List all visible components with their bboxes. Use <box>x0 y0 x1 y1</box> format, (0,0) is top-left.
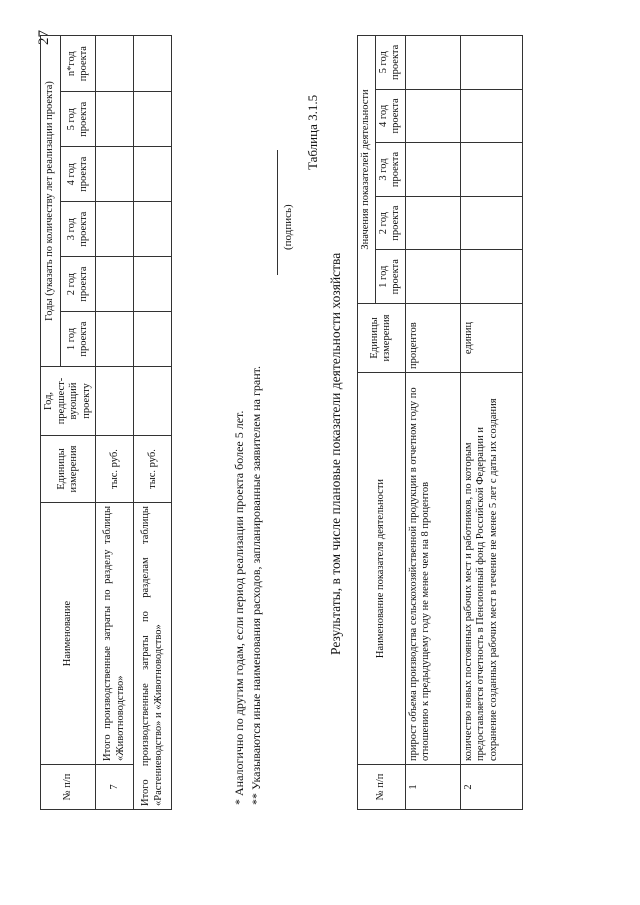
table-row <box>96 36 134 810</box>
header-year-4: 4 год проекта <box>375 89 405 143</box>
header-unit: Единицы измерения <box>358 304 406 373</box>
cell-year <box>134 36 172 92</box>
table-row <box>405 36 460 810</box>
cell-year <box>96 36 134 92</box>
cell-value <box>460 196 522 250</box>
cell-prev-year <box>134 367 172 436</box>
header-values-group: Значения показателей деятельности <box>358 36 376 304</box>
table-label: Таблица 3.1.5 <box>305 94 320 170</box>
cell-value <box>405 36 460 90</box>
cell-year <box>96 202 134 257</box>
header-year-1: 1 год проекта <box>375 250 405 304</box>
cell-year <box>134 312 172 367</box>
signature-line <box>277 150 278 275</box>
row-unit: тыс. руб. <box>96 436 134 503</box>
row-num: 1 <box>405 765 460 810</box>
footnote-2: ** Указываются иные наименования расходов, запланированные заявителем на грант. <box>249 366 263 805</box>
row-name: Итого производственные затраты по разделам таблицы «Растениеводство» и «Животноводство» <box>134 503 172 810</box>
table-caption: Результаты, в том числе плановые показатели деятельности хозяйства <box>328 252 343 655</box>
header-num: № п/п <box>358 765 406 810</box>
header-year-3: 3 год проекта <box>375 143 405 197</box>
header-unit: Единицы измерения <box>41 436 96 503</box>
cell-year <box>134 147 172 202</box>
footnote-1: * Аналогично по другим годам, если период реализации проекта более 5 лет. <box>232 410 246 805</box>
header-years-group: Годы (указать по количеству лет реализации проекта) <box>41 36 61 367</box>
table-row <box>134 36 172 810</box>
page-number: 27 <box>36 30 52 45</box>
cell-value <box>460 143 522 197</box>
header-year-n: n*год проекта <box>61 36 96 92</box>
row-name: прирост объема производства сельскохозяйственной продукции в отчетном году по отношению к предыдущему году не менее чем на 8 процентов <box>405 373 460 765</box>
row-unit: тыс. руб. <box>134 436 172 503</box>
cell-value <box>405 89 460 143</box>
row-name: Итого производственные затраты по разделу таблицы «Животноводство» <box>96 503 134 765</box>
row-num: 7 <box>96 765 134 810</box>
row-unit: процентов <box>405 304 460 373</box>
cell-year <box>134 202 172 257</box>
header-year-5: 5 год проекта <box>61 92 96 147</box>
header-year-4: 4 год проекта <box>61 147 96 202</box>
cell-year <box>134 257 172 312</box>
cell-prev-year <box>96 367 134 436</box>
header-year-5: 5 год проекта <box>375 36 405 90</box>
row-unit: единиц <box>460 304 522 373</box>
results-table <box>357 35 523 810</box>
row-name: количество новых постоянных рабочих мест и работников, по которым предоставляется отчетность в Пенсионный фонд Российской Федерации и сохранение созданных рабочих мест в течение не менее 5 лет с даты их создания <box>460 373 522 765</box>
cell-year <box>96 312 134 367</box>
table-row <box>460 36 522 810</box>
cell-year <box>134 92 172 147</box>
cell-year <box>96 147 134 202</box>
header-name: Наименование показателя деятельности <box>358 373 406 765</box>
cell-value <box>460 36 522 90</box>
header-year-1: 1 год проекта <box>61 312 96 367</box>
header-prev-year: Год, предшест- вующий проекту <box>41 367 96 436</box>
cell-value <box>460 250 522 304</box>
header-num: № п/п <box>41 765 96 810</box>
cell-value <box>405 143 460 197</box>
row-num: 2 <box>460 765 522 810</box>
header-year-3: 3 год проекта <box>61 202 96 257</box>
header-name: Наименование <box>41 503 96 765</box>
cell-value <box>460 89 522 143</box>
signature-label: (подпись) <box>282 204 294 250</box>
header-year-2: 2 год проекта <box>61 257 96 312</box>
header-year-2: 2 год проекта <box>375 196 405 250</box>
cell-year <box>96 257 134 312</box>
costs-table <box>40 35 172 810</box>
cell-value <box>405 196 460 250</box>
cell-value <box>405 250 460 304</box>
cell-year <box>96 92 134 147</box>
